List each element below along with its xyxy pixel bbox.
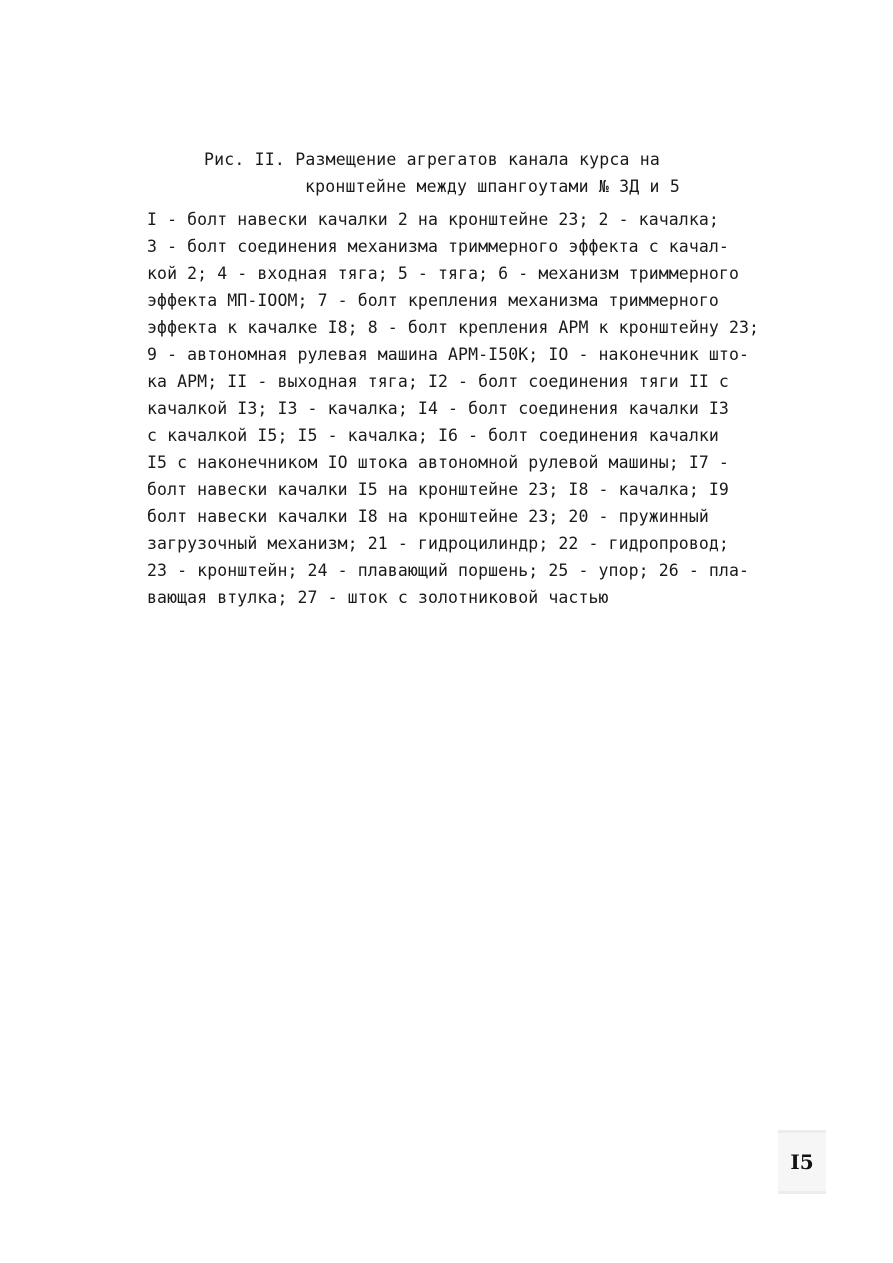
legend-line: качалкой I3; I3 - качалка; I4 - болт соединения качалки I3 [147, 399, 729, 418]
figure-caption [204, 146, 764, 200]
figure-caption-line-1: Рис. II. Размещение агрегатов канала курса на [204, 150, 661, 169]
legend-line: 9 - автономная рулевая машина АРМ-I50К; IO - наконечник што- [147, 345, 750, 364]
legend-line: 3 - болт соединения механизма триммерного эффекта с качал- [147, 237, 729, 256]
legend-line: эффекта к качалке I8; 8 - болт крепления АРМ к кронштейну 23; [147, 318, 760, 337]
legend-line: болт навески качалки I5 на кронштейне 23; I8 - качалка; I9 [147, 480, 729, 499]
legend-line: вающая втулка; 27 - шток с золотниковой частью [147, 588, 609, 607]
legend-line: загрузочный механизм; 21 - гидроцилиндр; 22 - гидропровод; [147, 534, 729, 553]
legend-line: эффекта МП-IOOM; 7 - болт крепления механизма триммерного [147, 291, 719, 310]
figure-legend [147, 206, 847, 611]
page-number: I5 [778, 1130, 826, 1194]
legend-line: I5 с наконечником IO штока автономной рулевой машины; I7 - [147, 453, 729, 472]
figure-caption-line-2: кронштейне между шпангоутами № 3Д и 5 [305, 177, 680, 196]
legend-line: I - болт навески качалки 2 на кронштейне 23; 2 - качалка; [147, 210, 719, 229]
legend-line: 23 - кронштейн; 24 - плавающий поршень; 25 - упор; 26 - пла- [147, 561, 750, 580]
legend-line: болт навески качалки I8 на кронштейне 23; 20 - пружинный [147, 507, 709, 526]
legend-line: с качалкой I5; I5 - качалка; I6 - болт соединения качалки [147, 426, 719, 445]
legend-line: ка АРМ; II - выходная тяга; I2 - болт соединения тяги II с [147, 372, 729, 391]
legend-line: кой 2; 4 - входная тяга; 5 - тяга; 6 - механизм триммерного [147, 264, 739, 283]
